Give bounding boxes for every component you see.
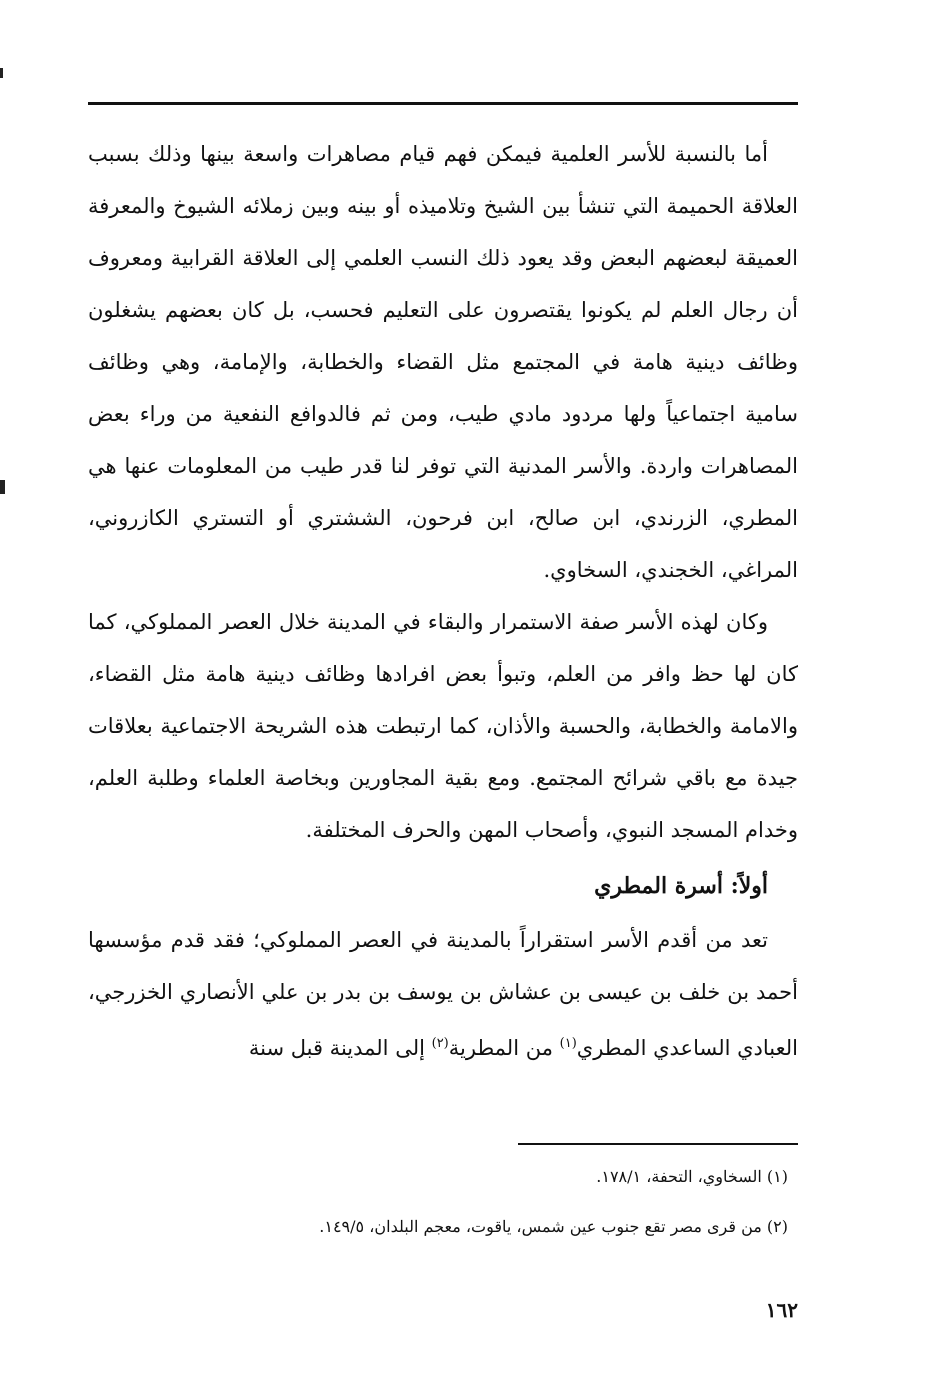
paragraph: أما بالنسبة للأسر العلمية فيمكن فهم قيام مصاهرات واسعة بينها وذلك بسبب العلاقة الحميمة التي تنشأ بين الشيخ وتلاميذه أو بينه وبين زملائه الشيوخ والمعرفة العميقة لبعضهم البعض وقد يعود ذلك النسب العلمي إلى العلاقة القرابية ومعروف أن رجال العلم لم يكونوا يقتصرون على التعليم فحسب، بل كان بعضهم يشغلون وظائف دينية هامة في المجتمع مثل القضاء والخطابة، والإمامة، وهي وظائف سامية اجتماعياً ولها مردود مادي طيب، ومن ثم فالدوافع النفعية من وراء بعض المصاهرات واردة. والأسر المدنية التي توفر لنا قدر طيب من المعلومات عنها هي المطري، الزرندي، ابن صالح، ابن فرحون، الششتري أو التستري الكازروني، المراغي، الخجندي، السخاوي. <box>88 142 798 582</box>
footnote-rule <box>518 1143 798 1145</box>
paragraph-text: من المطرية <box>448 1036 560 1060</box>
footnote-ref: (١) <box>559 1036 577 1051</box>
paragraph-text: إلى المدينة قبل سنة <box>248 1036 432 1060</box>
footnotes <box>88 1152 788 1252</box>
scan-edge-mark <box>0 68 3 78</box>
page-number: ١٦٢ <box>765 1298 798 1322</box>
paragraph-text: تعد من أقدم الأسر استقراراً بالمدينة في العصر المملوكي؛ فقد قدم مؤسسها أحمد بن خلف بن عيسى بن عشاش بن يوسف بن بدر بن علي الأنصاري الخزرجي، العبادي الساعدي المطري <box>88 928 798 1060</box>
page-body <box>88 128 798 1074</box>
footnote: (١) السخاوي، التحفة، ١٧٨/١. <box>596 1167 788 1186</box>
footnote: (٢) من قرى مصر تقع جنوب عين شمس، ياقوت، معجم البلدان، ١٤٩/٥. <box>319 1217 788 1236</box>
footnote-ref: (٢) <box>431 1036 449 1051</box>
paragraph <box>88 914 798 1074</box>
paragraph: وكان لهذه الأسر صفة الاستمرار والبقاء في المدينة خلال العصر المملوكي، كما كان لها حظ وافر من العلم، وتبوأ بعض افرادها وظائف دينية هامة مثل القضاء، والامامة والخطابة، والحسبة والأذان، كما ارتبطت هذه الشريحة الاجتماعية بعلاقات جيدة مع باقي شرائح المجتمع. ومع بقية المجاورين وبخاصة العلماء وطلبة العلم، وخدام المسجد النبوي، وأصحاب المهن والحرف المختلفة. <box>88 610 798 842</box>
scan-edge-mark <box>0 480 5 494</box>
section-heading: أولاً: أسرة المطري <box>594 873 768 899</box>
header-rule <box>88 102 798 105</box>
